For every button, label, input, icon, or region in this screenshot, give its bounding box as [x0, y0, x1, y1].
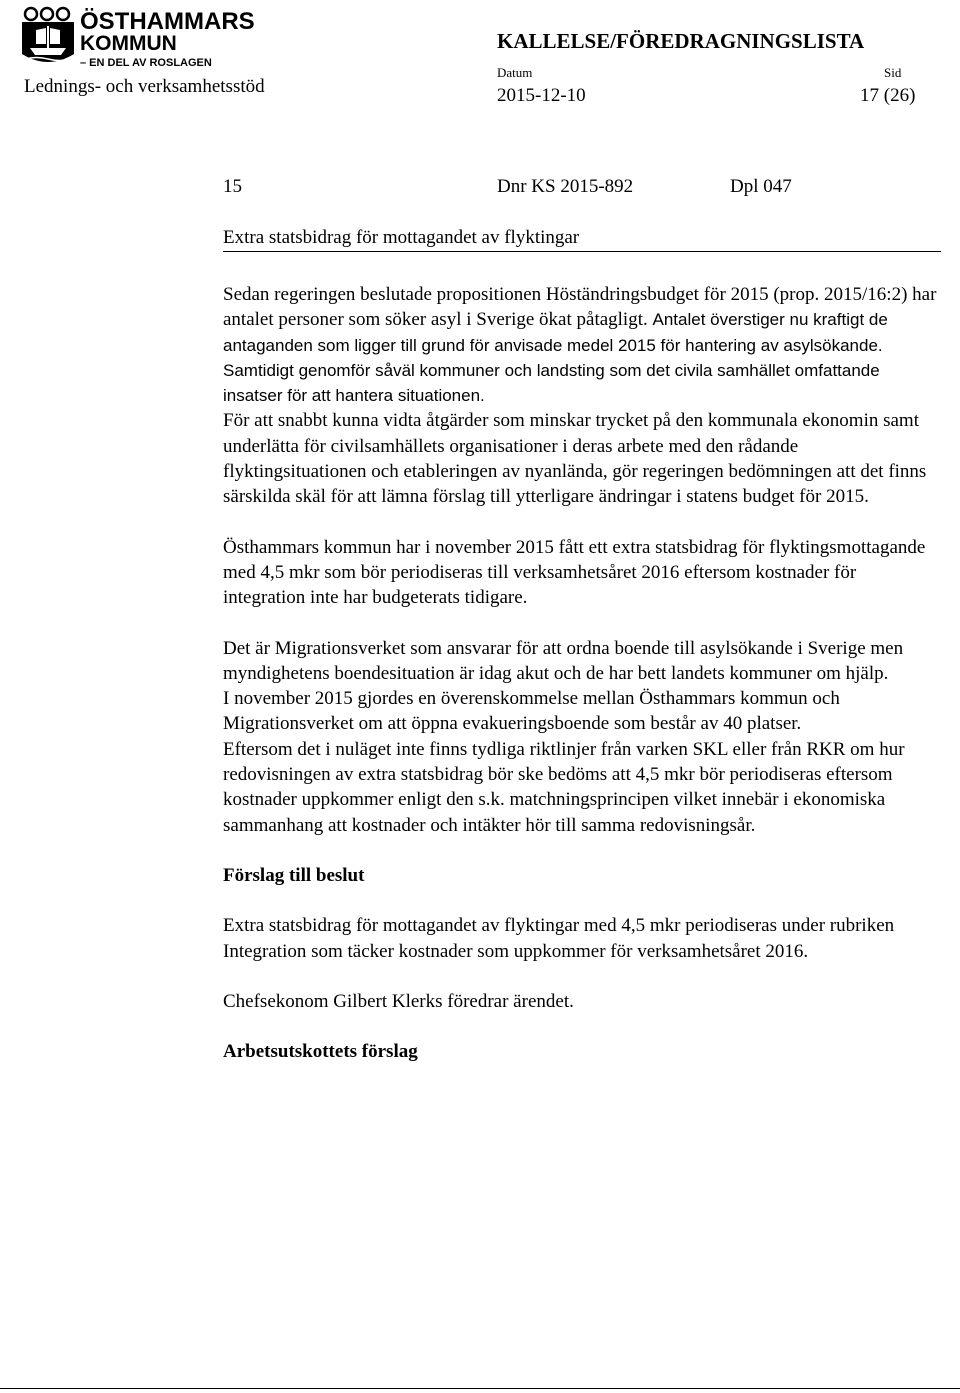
logo-line1: ÖSTHAMMARS: [80, 8, 255, 35]
item-number: 15: [223, 176, 242, 197]
paragraph-agreement: I november 2015 gjordes en överenskommelse mellan Östhammars kommun och Migrationsverket om att öppna evakueringsboende som består av 40 platser.: [223, 688, 840, 735]
heading-committee-proposal: Arbetsutskottets förslag: [223, 1041, 418, 1063]
document-title: KALLELSE/FÖREDRAGNINGSLISTA: [497, 29, 865, 53]
subject-divider: [223, 251, 941, 252]
paragraph-background-serif: Sedan regeringen beslutade propositionen Höständringsbudget för 2015 (prop. 2015/16:2) har antalet personer som söker asyl i Sverige ökat påtagligt.: [223, 284, 937, 331]
document-body: [223, 282, 943, 1064]
footer-divider: [0, 1388, 960, 1389]
paragraph-presenter: Chefsekonom Gilbert Klerks föredrar ärendet.: [223, 990, 574, 1012]
paragraph-grant: Östhammars kommun har i november 2015 fått ett extra statsbidrag för flyktingsmottagande med 4,5 mkr som bör periodiseras till verksamhetsåret 2016 eftersom kostnader för integration inte har budgeterats tidigare.: [223, 536, 926, 609]
item-subject: Extra statsbidrag för mottagandet av flyktingar: [223, 227, 580, 248]
page-label: Sid: [884, 65, 902, 80]
date-label: Datum: [497, 65, 533, 80]
paragraph-motivation: För att snabbt kunna vidta åtgärder som minskar trycket på den kommunala ekonomin samt underlätta för civilsamhällets organisationer i deras arbete med den rådande flyktingsituationen och etableringen av nyanlända, gör regeringen bedömningen att det finns särskilda skäl för att lämna förslag till ytterligare ändringar i statens budget för 2015.: [223, 410, 927, 508]
heading-proposal: Förslag till beslut: [223, 864, 365, 886]
paragraph-accrual: Eftersom det i nuläget inte finns tydliga riktlinjer från varken SKL eller från RKR om hur redovisningen av extra statsbidrag bör ske bedöms att 4,5 mkr bör periodiseras eftersom kostnader uppkommer enligt den s.k. matchningsprincipen vilket innebär i ekonomiska sammanhang att kostnader och intäkter hör till samma redovisningsår.: [223, 738, 905, 836]
document-date: 2015-12-10: [497, 85, 586, 106]
logo-tagline: – EN DEL AV ROSLAGEN: [80, 57, 212, 69]
department-name: Lednings- och verksamhetsstöd: [24, 76, 265, 97]
paragraph-migration-agency: Det är Migrationsverket som ansvarar för att ordna boende till asylsökande i Sverige men myndighetens boendesituation är idag akut och de har bett landets kommuner om hjälp.: [223, 637, 904, 684]
diary-number: Dnr KS 2015-892: [497, 176, 634, 197]
municipality-logo: [22, 4, 255, 70]
ship-icon: [22, 22, 74, 62]
paragraph-background-sans: Antalet överstiger nu kraftigt de antaganden som ligger till grund för anvisade medel 2015 för hantering av asylsökande. Samtidigt genomför såväl kommuner och landsting som det civila samhället omfattande insatser för att hantera situationen.: [223, 310, 888, 406]
paragraph-background: [223, 282, 943, 408]
rings-icon: [25, 8, 69, 20]
page-number: 17 (26): [860, 85, 916, 106]
document-plan-number: Dpl 047: [730, 176, 792, 197]
logo-line2: KOMMUN: [80, 32, 177, 55]
logo-graphic: [22, 4, 255, 70]
paragraph-proposal: Extra statsbidrag för mottagandet av flyktingar med 4,5 mkr periodiseras under rubriken Integration som täcker kostnader som uppkommer för verksamhetsåret 2016.: [223, 915, 895, 962]
